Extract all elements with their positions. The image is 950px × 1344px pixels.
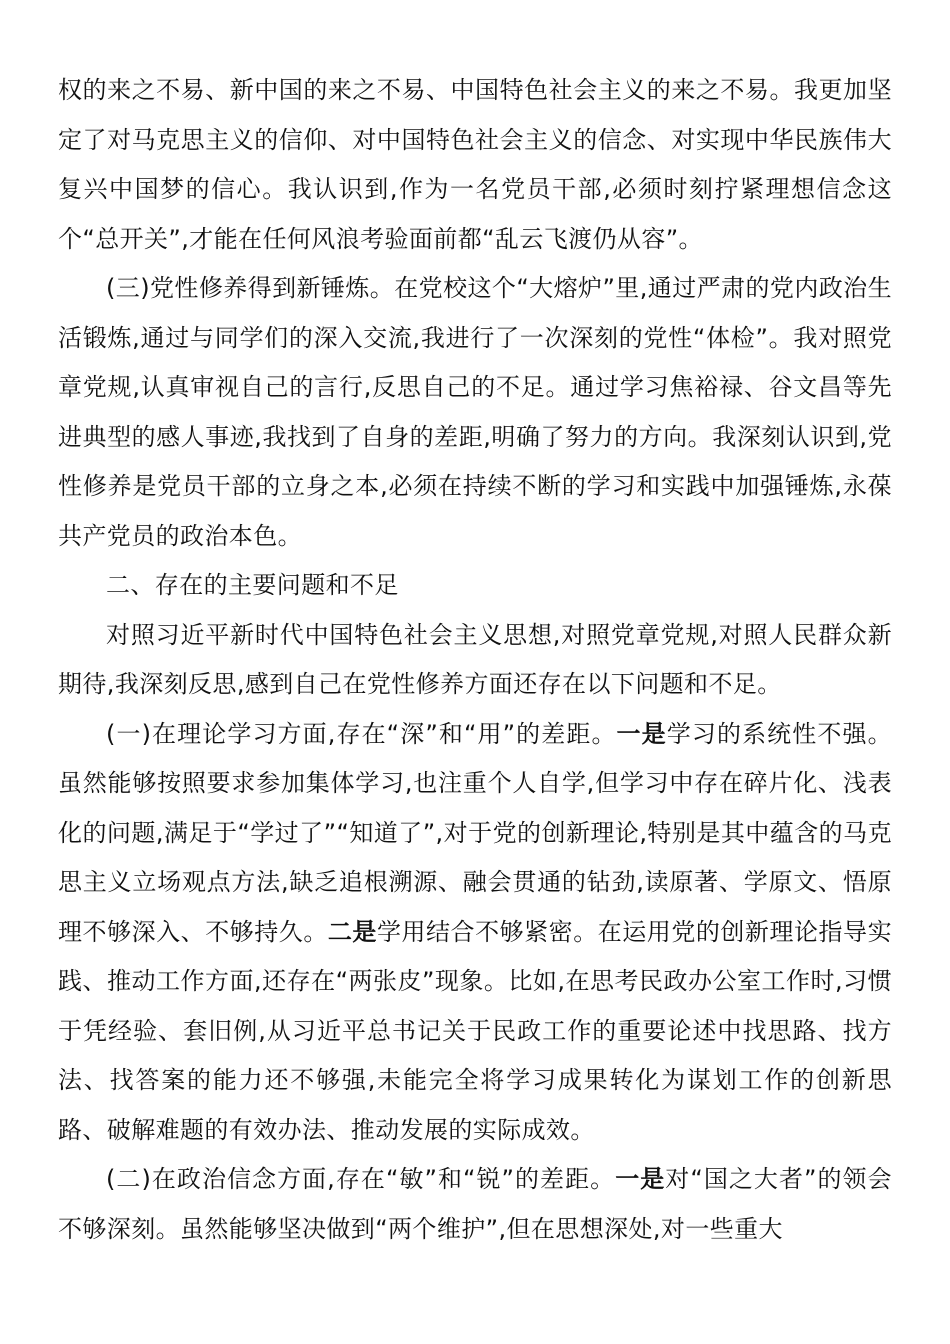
bold-second: 二是 xyxy=(327,917,377,946)
paragraph-political-belief xyxy=(58,1155,892,1254)
belief-point-1: 对“国之大者”的领会不够深刻。虽然能够坚决做到“两个维护”,但在思想深处,对一些重大 xyxy=(58,1165,892,1243)
belief-intro: (二)在政治信念方面,存在“敏”和“锐”的差距。 xyxy=(106,1165,616,1193)
theory-intro: (一)在理论学习方面,存在“深”和“用”的差距。 xyxy=(106,719,617,748)
bold-first: 一是 xyxy=(616,719,667,748)
paragraph-reflection: 对照习近平新时代中国特色社会主义思想,对照党章党规,对照人民群众新期待,我深刻反思,感到自己在党性修养方面还存在以下问题和不足。 xyxy=(58,620,892,698)
theory-point-2: 学用结合不够紧密。在运用党的创新理论指导实践、推动工作方面,还存在“两张皮”现象。比如,在思考民政办公室工作时,习惯于凭经验、套旧例,从习近平总书记关于民政工作的重要论述中找思路、找方法、找答案的能力还不够强,未能完全将学习成果转化为谋划工作的创新思路、破解难题的有效办法、推动发展的实际成效。 xyxy=(58,917,892,1144)
section-heading-problems: 二、存在的主要问题和不足 xyxy=(106,571,399,599)
paragraph-theory-study xyxy=(58,710,892,1156)
theory-point-1: 学习的系统性不强。虽然能够按照要求参加集体学习,也注重个人自学,但学习中存在碎片化、浅表化的问题,满足于“学过了”“知道了”,对于党的创新理论,特别是其中蕴含的马克思主义立场观点方法,缺乏追根溯源、融会贯通的钻劲,读原著、学原文、悟原理不够深入、不够持久。 xyxy=(58,719,892,946)
bold-first-2: 一是 xyxy=(615,1165,666,1193)
paragraph-1: 权的来之不易、新中国的来之不易、中国特色社会主义的来之不易。我更加坚定了对马克思主义的信仰、对中国特色社会主义的信念、对实现中华民族伟大复兴中国梦的信心。我认识到,作为一名党员干部,必须时刻拧紧理想信念这个“总开关”,才能在任何风浪考验面前都“乱云飞渡仍从容”。 xyxy=(58,76,892,253)
paragraph-party-spirit: (三)党性修养得到新锤炼。在党校这个“大熔炉”里,通过严肃的党内政治生活锻炼,通过与同学们的深入交流,我进行了一次深刻的党性“体检”。我对照党章党规,认真审视自己的言行,反思自己的不足。通过学习焦裕禄、谷文昌等先进典型的感人事迹,我找到了自身的差距,明确了努力的方向。我深刻认识到,党性修养是党员干部的立身之本,必须在持续不断的学习和实践中加强锤炼,永葆共产党员的政治本色。 xyxy=(58,274,892,550)
